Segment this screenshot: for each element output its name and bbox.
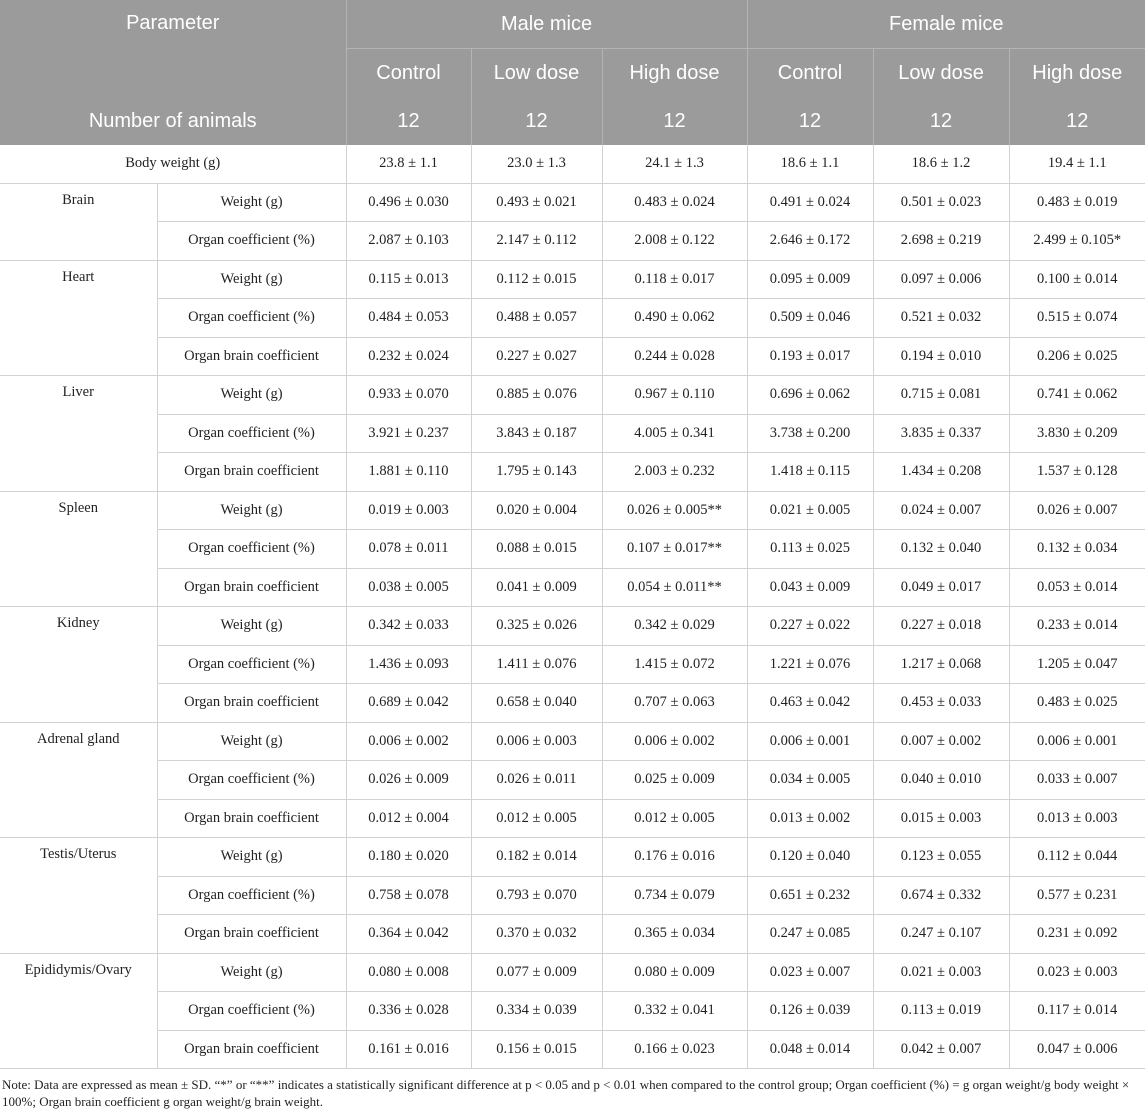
table-row	[0, 645, 1145, 684]
parameter-label: Weight (g)	[157, 491, 346, 530]
table-cell: 0.033 ± 0.007	[1009, 761, 1145, 800]
group-header-male-high: High dose	[602, 49, 747, 98]
table-cell: 0.112 ± 0.044	[1009, 838, 1145, 877]
parameter-label: Organ coefficient (%)	[157, 530, 346, 569]
table-cell: 0.042 ± 0.007	[873, 1030, 1009, 1069]
table-cell: 0.023 ± 0.007	[747, 953, 873, 992]
animals-count: 12	[747, 97, 873, 145]
table-cell: 0.484 ± 0.053	[346, 299, 471, 338]
parameter-label: Weight (g)	[157, 376, 346, 415]
table-cell: 0.020 ± 0.004	[471, 491, 602, 530]
table-cell: 0.463 ± 0.042	[747, 684, 873, 723]
table-cell: 0.176 ± 0.016	[602, 838, 747, 877]
parameter-label: Weight (g)	[157, 722, 346, 761]
table-cell: 0.488 ± 0.057	[471, 299, 602, 338]
table-cell: 0.080 ± 0.009	[602, 953, 747, 992]
table-cell: 0.493 ± 0.021	[471, 183, 602, 222]
parameter-label: Weight (g)	[157, 953, 346, 992]
table-row	[0, 761, 1145, 800]
table-cell: 0.025 ± 0.009	[602, 761, 747, 800]
parameter-label: Organ coefficient (%)	[157, 414, 346, 453]
table-cell: 0.325 ± 0.026	[471, 607, 602, 646]
table-cell: 0.577 ± 0.231	[1009, 876, 1145, 915]
table-cell: 0.113 ± 0.019	[873, 992, 1009, 1031]
table-cell: 0.651 ± 0.232	[747, 876, 873, 915]
table-cell: 0.247 ± 0.107	[873, 915, 1009, 954]
table-cell: 0.336 ± 0.028	[346, 992, 471, 1031]
table-cell: 0.689 ± 0.042	[346, 684, 471, 723]
table-cell: 0.180 ± 0.020	[346, 838, 471, 877]
table-cell: 0.015 ± 0.003	[873, 799, 1009, 838]
table-cell: 0.334 ± 0.039	[471, 992, 602, 1031]
table-row	[0, 530, 1145, 569]
parameter-label: Organ coefficient (%)	[157, 992, 346, 1031]
table-cell: 0.231 ± 0.092	[1009, 915, 1145, 954]
table-cell: 0.182 ± 0.014	[471, 838, 602, 877]
table-row	[0, 376, 1145, 415]
table-cell: 0.674 ± 0.332	[873, 876, 1009, 915]
table-cell: 1.411 ± 0.076	[471, 645, 602, 684]
table-cell: 0.118 ± 0.017	[602, 260, 747, 299]
table-cell: 1.795 ± 0.143	[471, 453, 602, 492]
parameter-label: Organ coefficient (%)	[157, 645, 346, 684]
table-row	[0, 183, 1145, 222]
table-cell: 2.003 ± 0.232	[602, 453, 747, 492]
table-cell: 0.024 ± 0.007	[873, 491, 1009, 530]
table-cell: 0.734 ± 0.079	[602, 876, 747, 915]
table-cell: 0.053 ± 0.014	[1009, 568, 1145, 607]
table-cell: 0.006 ± 0.001	[1009, 722, 1145, 761]
table-cell: 0.123 ± 0.055	[873, 838, 1009, 877]
table-row	[0, 453, 1145, 492]
table-row	[0, 299, 1145, 338]
parameter-label: Organ brain coefficient	[157, 799, 346, 838]
table-cell: 0.043 ± 0.009	[747, 568, 873, 607]
table-cell: 0.364 ± 0.042	[346, 915, 471, 954]
table-row	[0, 1030, 1145, 1069]
table-cell: 0.021 ± 0.005	[747, 491, 873, 530]
table-cell: 0.026 ± 0.011	[471, 761, 602, 800]
table-cell: 19.4 ± 1.1	[1009, 145, 1145, 183]
table-cell: 0.023 ± 0.003	[1009, 953, 1145, 992]
table-cell: 0.490 ± 0.062	[602, 299, 747, 338]
table-cell: 0.342 ± 0.033	[346, 607, 471, 646]
table-cell: 23.0 ± 1.3	[471, 145, 602, 183]
parameter-label: Organ brain coefficient	[157, 1030, 346, 1069]
table-cell: 0.233 ± 0.014	[1009, 607, 1145, 646]
table-cell: 23.8 ± 1.1	[346, 145, 471, 183]
organ-name: Brain	[0, 183, 157, 260]
table-row	[0, 414, 1145, 453]
table-cell: 1.217 ± 0.068	[873, 645, 1009, 684]
table-cell: 0.521 ± 0.032	[873, 299, 1009, 338]
table-cell: 0.658 ± 0.040	[471, 684, 602, 723]
parameter-label: Organ coefficient (%)	[157, 876, 346, 915]
animals-count: 12	[471, 97, 602, 145]
table-cell: 0.247 ± 0.085	[747, 915, 873, 954]
table-cell: 0.365 ± 0.034	[602, 915, 747, 954]
table-cell: 0.156 ± 0.015	[471, 1030, 602, 1069]
parameter-label: Organ brain coefficient	[157, 453, 346, 492]
table-cell: 0.088 ± 0.015	[471, 530, 602, 569]
table-cell: 0.715 ± 0.081	[873, 376, 1009, 415]
table-cell: 0.453 ± 0.033	[873, 684, 1009, 723]
parameter-label: Organ brain coefficient	[157, 337, 346, 376]
table-cell: 3.921 ± 0.237	[346, 414, 471, 453]
table-cell: 0.342 ± 0.029	[602, 607, 747, 646]
animals-label: Number of animals	[0, 97, 346, 145]
table-cell: 0.132 ± 0.040	[873, 530, 1009, 569]
table-cell: 0.040 ± 0.010	[873, 761, 1009, 800]
table-cell: 1.537 ± 0.128	[1009, 453, 1145, 492]
table-cell: 0.483 ± 0.019	[1009, 183, 1145, 222]
table-cell: 0.206 ± 0.025	[1009, 337, 1145, 376]
table-cell: 1.436 ± 0.093	[346, 645, 471, 684]
table-cell: 0.078 ± 0.011	[346, 530, 471, 569]
table-cell: 0.117 ± 0.014	[1009, 992, 1145, 1031]
table-cell: 2.147 ± 0.112	[471, 222, 602, 261]
body-weight-label: Body weight (g)	[0, 145, 346, 183]
table-cell: 0.012 ± 0.005	[602, 799, 747, 838]
table-cell: 0.019 ± 0.003	[346, 491, 471, 530]
table-cell: 0.491 ± 0.024	[747, 183, 873, 222]
table-cell: 0.013 ± 0.003	[1009, 799, 1145, 838]
table-cell: 3.843 ± 0.187	[471, 414, 602, 453]
table-cell: 24.1 ± 1.3	[602, 145, 747, 183]
table-cell: 0.038 ± 0.005	[346, 568, 471, 607]
parameter-label: Organ brain coefficient	[157, 568, 346, 607]
table-cell: 0.012 ± 0.005	[471, 799, 602, 838]
table-row	[0, 491, 1145, 530]
table-cell: 0.047 ± 0.006	[1009, 1030, 1145, 1069]
table-cell: 0.496 ± 0.030	[346, 183, 471, 222]
table-cell: 2.087 ± 0.103	[346, 222, 471, 261]
table-cell: 0.013 ± 0.002	[747, 799, 873, 838]
table-row	[0, 722, 1145, 761]
table-row	[0, 953, 1145, 992]
table-row	[0, 876, 1145, 915]
table-row	[0, 607, 1145, 646]
group-header-female-high: High dose	[1009, 49, 1145, 98]
table-row	[0, 799, 1145, 838]
table-cell: 0.026 ± 0.007	[1009, 491, 1145, 530]
table-row	[0, 838, 1145, 877]
table-cell: 0.332 ± 0.041	[602, 992, 747, 1031]
table-cell: 0.696 ± 0.062	[747, 376, 873, 415]
table-cell: 0.967 ± 0.110	[602, 376, 747, 415]
organ-name: Epididymis/Ovary	[0, 953, 157, 1069]
table-cell: 2.008 ± 0.122	[602, 222, 747, 261]
table-cell: 0.758 ± 0.078	[346, 876, 471, 915]
table-cell: 0.006 ± 0.002	[346, 722, 471, 761]
table-cell: 0.509 ± 0.046	[747, 299, 873, 338]
table-cell: 0.006 ± 0.003	[471, 722, 602, 761]
table-row	[0, 684, 1145, 723]
table-cell: 2.646 ± 0.172	[747, 222, 873, 261]
parameter-header: Parameter	[0, 0, 346, 97]
table-cell: 18.6 ± 1.2	[873, 145, 1009, 183]
table-cell: 0.244 ± 0.028	[602, 337, 747, 376]
table-cell: 0.501 ± 0.023	[873, 183, 1009, 222]
table-cell: 0.026 ± 0.005**	[602, 491, 747, 530]
table-cell: 2.698 ± 0.219	[873, 222, 1009, 261]
animals-count: 12	[346, 97, 471, 145]
parameter-label: Organ coefficient (%)	[157, 761, 346, 800]
table-cell: 0.034 ± 0.005	[747, 761, 873, 800]
group-header-female-control: Control	[747, 49, 873, 98]
table-cell: 0.933 ± 0.070	[346, 376, 471, 415]
table-cell: 3.738 ± 0.200	[747, 414, 873, 453]
parameter-label: Organ brain coefficient	[157, 915, 346, 954]
table-cell: 0.120 ± 0.040	[747, 838, 873, 877]
table-cell: 0.113 ± 0.025	[747, 530, 873, 569]
table-cell: 0.012 ± 0.004	[346, 799, 471, 838]
parameter-label: Organ brain coefficient	[157, 684, 346, 723]
table-cell: 0.026 ± 0.009	[346, 761, 471, 800]
table-cell: 0.885 ± 0.076	[471, 376, 602, 415]
table-row	[0, 145, 1145, 183]
table-row	[0, 337, 1145, 376]
parameter-label: Weight (g)	[157, 260, 346, 299]
animals-count: 12	[1009, 97, 1145, 145]
table-cell: 0.193 ± 0.017	[747, 337, 873, 376]
organ-name: Heart	[0, 260, 157, 376]
animals-count: 12	[873, 97, 1009, 145]
table-cell: 0.115 ± 0.013	[346, 260, 471, 299]
table-cell: 3.830 ± 0.209	[1009, 414, 1145, 453]
table-cell: 0.049 ± 0.017	[873, 568, 1009, 607]
table-cell: 0.515 ± 0.074	[1009, 299, 1145, 338]
table-cell: 0.006 ± 0.001	[747, 722, 873, 761]
table-cell: 1.415 ± 0.072	[602, 645, 747, 684]
table-cell: 0.166 ± 0.023	[602, 1030, 747, 1069]
table-cell: 0.077 ± 0.009	[471, 953, 602, 992]
table-cell: 1.881 ± 0.110	[346, 453, 471, 492]
table-cell: 1.205 ± 0.047	[1009, 645, 1145, 684]
group-header-female-low: Low dose	[873, 49, 1009, 98]
table-cell: 0.126 ± 0.039	[747, 992, 873, 1031]
table-cell: 0.227 ± 0.027	[471, 337, 602, 376]
table-cell: 0.161 ± 0.016	[346, 1030, 471, 1069]
table-row	[0, 915, 1145, 954]
group-header-male-low: Low dose	[471, 49, 602, 98]
table-cell: 0.227 ± 0.022	[747, 607, 873, 646]
table-cell: 1.418 ± 0.115	[747, 453, 873, 492]
table-cell: 0.041 ± 0.009	[471, 568, 602, 607]
animals-count: 12	[602, 97, 747, 145]
table-cell: 18.6 ± 1.1	[747, 145, 873, 183]
group-header-male-control: Control	[346, 49, 471, 98]
table-cell: 0.006 ± 0.002	[602, 722, 747, 761]
table-cell: 0.741 ± 0.062	[1009, 376, 1145, 415]
parameter-label: Organ coefficient (%)	[157, 299, 346, 338]
table-cell: 0.107 ± 0.017**	[602, 530, 747, 569]
organ-name: Testis/Uterus	[0, 838, 157, 954]
parameter-label: Weight (g)	[157, 838, 346, 877]
table-row	[0, 222, 1145, 261]
table-cell: 0.100 ± 0.014	[1009, 260, 1145, 299]
parameter-label: Weight (g)	[157, 183, 346, 222]
table-row	[0, 568, 1145, 607]
table-cell: 0.132 ± 0.034	[1009, 530, 1145, 569]
table-cell: 1.434 ± 0.208	[873, 453, 1009, 492]
table-note: Note: Data are expressed as mean ± SD. “*” or “**” indicates a statistically significant difference at p < 0.05 and p < 0.01 when compared to the control group; Organ coefficient (%) = g organ weight/g body weight × 100%; Organ brain coefficient g organ weight/g brain weight.	[2, 1077, 1130, 1109]
table-row	[0, 260, 1145, 299]
organ-name: Adrenal gland	[0, 722, 157, 838]
table-cell: 0.483 ± 0.024	[602, 183, 747, 222]
table-cell: 2.499 ± 0.105*	[1009, 222, 1145, 261]
table-cell: 0.370 ± 0.032	[471, 915, 602, 954]
table-body	[0, 145, 1145, 1069]
table-cell: 3.835 ± 0.337	[873, 414, 1009, 453]
table-cell: 0.097 ± 0.006	[873, 260, 1009, 299]
table-cell: 0.054 ± 0.011**	[602, 568, 747, 607]
parameter-label: Organ coefficient (%)	[157, 222, 346, 261]
organ-name: Spleen	[0, 491, 157, 607]
female-mice-header: Female mice	[747, 0, 1145, 49]
male-mice-header: Male mice	[346, 0, 747, 49]
table-cell: 0.095 ± 0.009	[747, 260, 873, 299]
parameter-label: Weight (g)	[157, 607, 346, 646]
table-cell: 0.007 ± 0.002	[873, 722, 1009, 761]
organ-name: Kidney	[0, 607, 157, 723]
table-cell: 1.221 ± 0.076	[747, 645, 873, 684]
table-cell: 0.048 ± 0.014	[747, 1030, 873, 1069]
table-cell: 0.483 ± 0.025	[1009, 684, 1145, 723]
table-cell: 0.194 ± 0.010	[873, 337, 1009, 376]
table-cell: 0.080 ± 0.008	[346, 953, 471, 992]
organ-name: Liver	[0, 376, 157, 492]
table-cell: 0.021 ± 0.003	[873, 953, 1009, 992]
table-cell: 0.793 ± 0.070	[471, 876, 602, 915]
table-header	[0, 0, 1145, 145]
table-row	[0, 992, 1145, 1031]
table-cell: 0.227 ± 0.018	[873, 607, 1009, 646]
table-cell: 0.232 ± 0.024	[346, 337, 471, 376]
table-cell: 4.005 ± 0.341	[602, 414, 747, 453]
table-cell: 0.707 ± 0.063	[602, 684, 747, 723]
table-cell: 0.112 ± 0.015	[471, 260, 602, 299]
